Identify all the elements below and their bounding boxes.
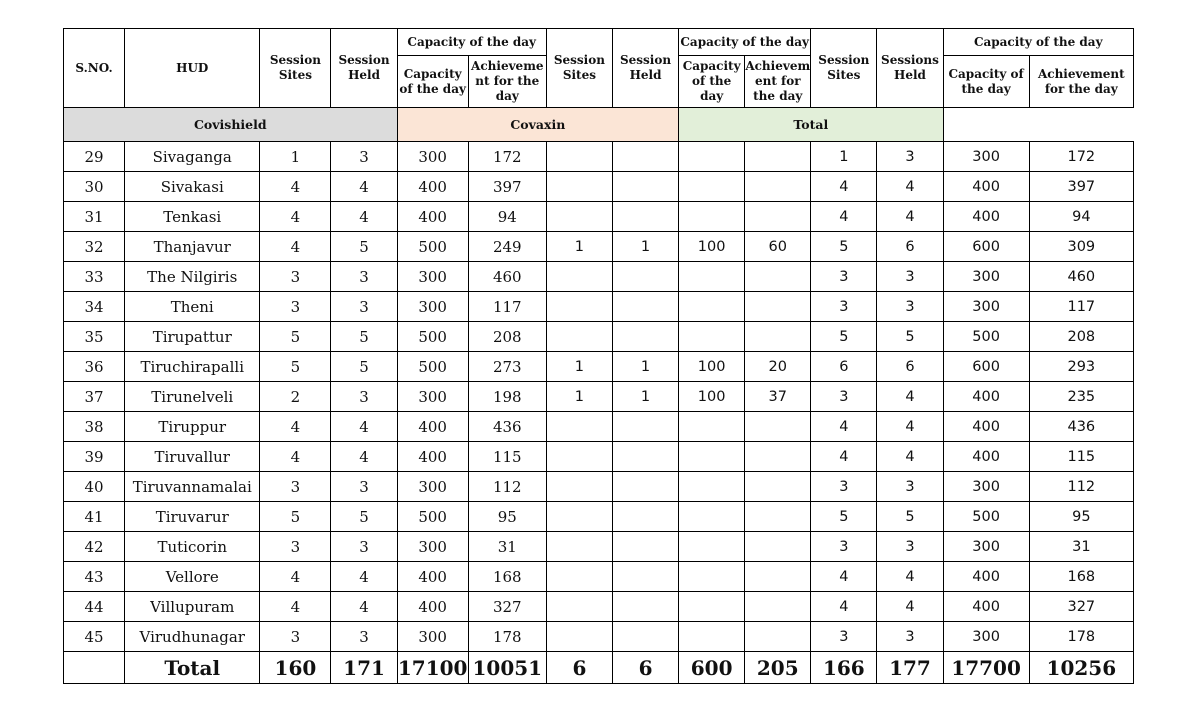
total-total-achievement: 10256	[1029, 652, 1133, 684]
total-session-sites-cell: 4	[811, 562, 877, 592]
covishield-session-sites-cell: 4	[260, 172, 331, 202]
vaccination-table	[63, 28, 1134, 684]
covaxin-session-sites-cell	[546, 622, 612, 652]
total-capacity-cell: 500	[943, 502, 1029, 532]
total-achievement-cell: 94	[1029, 202, 1133, 232]
header-sno: S.NO.	[64, 29, 125, 108]
sno-cell: 37	[64, 382, 125, 412]
covaxin-session-held-cell	[612, 592, 678, 622]
total-session-held-cell: 4	[877, 442, 943, 472]
covaxin-achievement-cell	[745, 592, 811, 622]
covishield-session-sites-cell: 4	[260, 592, 331, 622]
table-row	[64, 142, 1134, 172]
covishield-session-held-cell: 4	[331, 442, 397, 472]
covaxin-capacity-cell	[679, 142, 745, 172]
covishield-session-sites-cell: 4	[260, 442, 331, 472]
covishield-session-held-cell: 5	[331, 502, 397, 532]
covishield-capacity-cell: 400	[397, 562, 468, 592]
sno-cell: 34	[64, 292, 125, 322]
covaxin-session-sites-cell	[546, 562, 612, 592]
total-achievement-cell: 309	[1029, 232, 1133, 262]
covaxin-capacity-cell: 100	[679, 382, 745, 412]
covishield-achievement-cell: 436	[468, 412, 546, 442]
covaxin-achievement-cell	[745, 622, 811, 652]
covishield-capacity-cell: 400	[397, 202, 468, 232]
covishield-achievement-cell: 249	[468, 232, 546, 262]
covaxin-capacity-cell	[679, 202, 745, 232]
hud-cell: Tirunelveli	[125, 382, 260, 412]
header-total-session-held: Sessions Held	[877, 29, 943, 108]
table-row	[64, 262, 1134, 292]
covishield-session-sites-cell: 3	[260, 262, 331, 292]
covishield-session-held-cell: 3	[331, 382, 397, 412]
total-session-sites-cell: 5	[811, 502, 877, 532]
hud-cell: Tirupattur	[125, 322, 260, 352]
total-session-held-cell: 3	[877, 532, 943, 562]
hud-cell: Sivakasi	[125, 172, 260, 202]
total-capacity-cell: 400	[943, 412, 1029, 442]
hud-cell: Virudhunagar	[125, 622, 260, 652]
total-session-held-cell: 4	[877, 202, 943, 232]
total-capacity-cell: 300	[943, 142, 1029, 172]
covishield-capacity-cell: 300	[397, 532, 468, 562]
total-sno-cell	[64, 652, 125, 684]
covishield-achievement-cell: 273	[468, 352, 546, 382]
covishield-session-sites-cell: 4	[260, 232, 331, 262]
covishield-session-held-cell: 5	[331, 352, 397, 382]
covaxin-session-sites-cell	[546, 532, 612, 562]
covishield-session-held-cell: 3	[331, 292, 397, 322]
table-row	[64, 172, 1134, 202]
covaxin-session-held-cell	[612, 142, 678, 172]
total-achievement-cell: 235	[1029, 382, 1133, 412]
covaxin-session-held-cell: 1	[612, 352, 678, 382]
total-covishield-capacity: 17100	[397, 652, 468, 684]
total-session-sites-cell: 5	[811, 232, 877, 262]
covaxin-session-sites-cell	[546, 502, 612, 532]
covishield-achievement-cell: 94	[468, 202, 546, 232]
covaxin-capacity-cell	[679, 172, 745, 202]
covishield-capacity-cell: 300	[397, 262, 468, 292]
sno-cell: 42	[64, 532, 125, 562]
sno-cell: 32	[64, 232, 125, 262]
table-row	[64, 442, 1134, 472]
covaxin-capacity-cell	[679, 412, 745, 442]
covishield-achievement-cell: 178	[468, 622, 546, 652]
hud-cell: Villupuram	[125, 592, 260, 622]
covishield-achievement-cell: 397	[468, 172, 546, 202]
covishield-session-held-cell: 4	[331, 202, 397, 232]
covishield-achievement-cell: 208	[468, 322, 546, 352]
covishield-achievement-cell: 327	[468, 592, 546, 622]
header-covishield-session-held: Session Held	[331, 29, 397, 108]
table-row	[64, 232, 1134, 262]
header-hud: HUD	[125, 29, 260, 108]
covaxin-session-held-cell: 1	[612, 382, 678, 412]
group-total: Total	[679, 108, 943, 142]
hud-cell: Sivaganga	[125, 142, 260, 172]
total-session-sites-cell: 4	[811, 412, 877, 442]
table-row	[64, 562, 1134, 592]
header-covaxin-session-sites: Session Sites	[546, 29, 612, 108]
covishield-session-sites-cell: 3	[260, 622, 331, 652]
covaxin-achievement-cell	[745, 202, 811, 232]
covishield-session-held-cell: 4	[331, 592, 397, 622]
sno-cell: 41	[64, 502, 125, 532]
covaxin-session-held-cell	[612, 262, 678, 292]
total-session-sites-cell: 3	[811, 622, 877, 652]
header-total-achievement: Achievement for the day	[1029, 56, 1133, 108]
covaxin-session-held-cell	[612, 202, 678, 232]
header-total-capacity-group: Capacity of the day	[943, 29, 1133, 56]
covaxin-session-held-cell	[612, 622, 678, 652]
covaxin-achievement-cell	[745, 412, 811, 442]
covishield-achievement-cell: 117	[468, 292, 546, 322]
hud-cell: Tiruppur	[125, 412, 260, 442]
total-session-sites-cell: 3	[811, 292, 877, 322]
sno-cell: 35	[64, 322, 125, 352]
covishield-achievement-cell: 31	[468, 532, 546, 562]
covaxin-session-held-cell	[612, 172, 678, 202]
total-session-held-cell: 4	[877, 562, 943, 592]
sno-cell: 31	[64, 202, 125, 232]
total-capacity-cell: 400	[943, 562, 1029, 592]
covaxin-achievement-cell	[745, 322, 811, 352]
total-label: Total	[125, 652, 260, 684]
header-covishield-capacity: Capacity of the day	[397, 56, 468, 108]
header-covishield-achievement: Achieveme nt for the day	[468, 56, 546, 108]
sno-cell: 44	[64, 592, 125, 622]
hud-cell: Tiruvannamalai	[125, 472, 260, 502]
covishield-capacity-cell: 500	[397, 502, 468, 532]
covaxin-session-held-cell	[612, 322, 678, 352]
hud-cell: Tiruvallur	[125, 442, 260, 472]
total-capacity-cell: 400	[943, 172, 1029, 202]
covaxin-session-sites-cell	[546, 412, 612, 442]
covaxin-capacity-cell: 100	[679, 352, 745, 382]
sno-cell: 38	[64, 412, 125, 442]
covishield-achievement-cell: 112	[468, 472, 546, 502]
covaxin-session-sites-cell	[546, 262, 612, 292]
total-achievement-cell: 115	[1029, 442, 1133, 472]
covishield-capacity-cell: 400	[397, 592, 468, 622]
total-achievement-cell: 172	[1029, 142, 1133, 172]
covaxin-session-sites-cell	[546, 442, 612, 472]
covishield-capacity-cell: 300	[397, 382, 468, 412]
covishield-session-sites-cell: 3	[260, 532, 331, 562]
total-session-held-cell: 4	[877, 592, 943, 622]
header-covaxin-capacity-group: Capacity of the day	[679, 29, 811, 56]
covaxin-session-sites-cell	[546, 472, 612, 502]
covaxin-achievement-cell	[745, 562, 811, 592]
covaxin-achievement-cell	[745, 502, 811, 532]
covaxin-session-held-cell	[612, 532, 678, 562]
total-covaxin-session-held: 6	[612, 652, 678, 684]
covishield-capacity-cell: 300	[397, 142, 468, 172]
total-achievement-cell: 112	[1029, 472, 1133, 502]
covaxin-session-held-cell	[612, 292, 678, 322]
covaxin-achievement-cell	[745, 292, 811, 322]
total-capacity-cell: 300	[943, 292, 1029, 322]
covishield-capacity-cell: 500	[397, 322, 468, 352]
covaxin-session-held-cell	[612, 442, 678, 472]
covaxin-session-sites-cell	[546, 292, 612, 322]
covishield-achievement-cell: 460	[468, 262, 546, 292]
total-session-sites-cell: 3	[811, 382, 877, 412]
covishield-session-sites-cell: 4	[260, 562, 331, 592]
table-row	[64, 472, 1134, 502]
covaxin-achievement-cell	[745, 262, 811, 292]
total-session-held-cell: 4	[877, 172, 943, 202]
header-covishield-capacity-group: Capacity of the day	[397, 29, 546, 56]
covishield-session-sites-cell: 4	[260, 412, 331, 442]
table-row	[64, 202, 1134, 232]
total-achievement-cell: 208	[1029, 322, 1133, 352]
total-capacity-cell: 300	[943, 472, 1029, 502]
total-achievement-cell: 397	[1029, 172, 1133, 202]
covishield-session-held-cell: 4	[331, 172, 397, 202]
covaxin-session-held-cell: 1	[612, 232, 678, 262]
total-capacity-cell: 300	[943, 532, 1029, 562]
total-capacity-cell: 500	[943, 322, 1029, 352]
covishield-session-held-cell: 3	[331, 262, 397, 292]
covishield-achievement-cell: 198	[468, 382, 546, 412]
covishield-capacity-cell: 300	[397, 472, 468, 502]
covishield-session-sites-cell: 3	[260, 472, 331, 502]
sno-cell: 36	[64, 352, 125, 382]
table-body	[64, 142, 1134, 652]
covaxin-session-held-cell	[612, 412, 678, 442]
total-session-held-cell: 5	[877, 502, 943, 532]
sno-cell: 33	[64, 262, 125, 292]
covishield-achievement-cell: 168	[468, 562, 546, 592]
total-achievement-cell: 293	[1029, 352, 1133, 382]
covishield-capacity-cell: 500	[397, 232, 468, 262]
covaxin-achievement-cell: 60	[745, 232, 811, 262]
total-covaxin-capacity: 600	[679, 652, 745, 684]
sno-cell: 30	[64, 172, 125, 202]
table-row	[64, 322, 1134, 352]
covishield-session-held-cell: 4	[331, 412, 397, 442]
total-session-sites-cell: 4	[811, 442, 877, 472]
covaxin-capacity-cell	[679, 562, 745, 592]
table-row	[64, 292, 1134, 322]
table-row	[64, 412, 1134, 442]
covaxin-capacity-cell	[679, 292, 745, 322]
total-session-sites-cell: 3	[811, 262, 877, 292]
covaxin-achievement-cell	[745, 472, 811, 502]
header-covishield-session-sites: Session Sites	[260, 29, 331, 108]
total-achievement-cell: 460	[1029, 262, 1133, 292]
covaxin-session-sites-cell	[546, 592, 612, 622]
covaxin-session-sites-cell	[546, 322, 612, 352]
covishield-capacity-cell: 400	[397, 172, 468, 202]
hud-cell: Vellore	[125, 562, 260, 592]
total-session-held-cell: 3	[877, 142, 943, 172]
covaxin-capacity-cell	[679, 592, 745, 622]
covaxin-session-sites-cell: 1	[546, 382, 612, 412]
covaxin-capacity-cell	[679, 472, 745, 502]
sno-cell: 39	[64, 442, 125, 472]
total-covaxin-achievement: 205	[745, 652, 811, 684]
covishield-capacity-cell: 400	[397, 412, 468, 442]
covaxin-capacity-cell	[679, 502, 745, 532]
total-session-held-cell: 3	[877, 262, 943, 292]
sno-cell: 45	[64, 622, 125, 652]
covishield-session-held-cell: 5	[331, 232, 397, 262]
covishield-capacity-cell: 400	[397, 442, 468, 472]
covaxin-achievement-cell: 20	[745, 352, 811, 382]
covaxin-achievement-cell	[745, 142, 811, 172]
covishield-session-sites-cell: 5	[260, 352, 331, 382]
covishield-session-held-cell: 3	[331, 532, 397, 562]
covishield-session-sites-cell: 2	[260, 382, 331, 412]
table-row	[64, 352, 1134, 382]
covaxin-capacity-cell	[679, 442, 745, 472]
total-achievement-cell: 117	[1029, 292, 1133, 322]
covaxin-capacity-cell	[679, 532, 745, 562]
covaxin-achievement-cell	[745, 442, 811, 472]
header-covaxin-capacity: Capacity of the day	[679, 56, 745, 108]
covishield-session-held-cell: 4	[331, 562, 397, 592]
total-session-held-cell: 5	[877, 322, 943, 352]
total-session-sites-cell: 3	[811, 472, 877, 502]
covaxin-capacity-cell: 100	[679, 232, 745, 262]
hud-cell: The Nilgiris	[125, 262, 260, 292]
covishield-session-sites-cell: 5	[260, 502, 331, 532]
total-capacity-cell: 400	[943, 442, 1029, 472]
total-achievement-cell: 168	[1029, 562, 1133, 592]
covishield-achievement-cell: 172	[468, 142, 546, 172]
covishield-achievement-cell: 95	[468, 502, 546, 532]
total-session-held-cell: 3	[877, 292, 943, 322]
total-capacity-cell: 600	[943, 352, 1029, 382]
total-session-held-cell: 3	[877, 472, 943, 502]
covishield-session-held-cell: 3	[331, 472, 397, 502]
covishield-session-sites-cell: 5	[260, 322, 331, 352]
covishield-capacity-cell: 300	[397, 292, 468, 322]
total-session-sites-cell: 4	[811, 172, 877, 202]
total-session-held-cell: 4	[877, 412, 943, 442]
covishield-session-sites-cell: 1	[260, 142, 331, 172]
total-session-held-cell: 3	[877, 622, 943, 652]
covaxin-session-held-cell	[612, 562, 678, 592]
header-covaxin-session-held: Session Held	[612, 29, 678, 108]
hud-cell: Thanjavur	[125, 232, 260, 262]
total-covishield-session-sites: 160	[260, 652, 331, 684]
total-achievement-cell: 178	[1029, 622, 1133, 652]
hud-cell: Tiruvarur	[125, 502, 260, 532]
table-row	[64, 502, 1134, 532]
sno-cell: 29	[64, 142, 125, 172]
covaxin-session-sites-cell	[546, 142, 612, 172]
total-capacity-cell: 400	[943, 202, 1029, 232]
covaxin-session-held-cell	[612, 502, 678, 532]
covaxin-session-sites-cell	[546, 202, 612, 232]
header-covaxin-achievement: Achievem ent for the day	[745, 56, 811, 108]
group-covaxin: Covaxin	[397, 108, 678, 142]
total-session-sites-cell: 1	[811, 142, 877, 172]
covishield-session-held-cell: 3	[331, 622, 397, 652]
covaxin-capacity-cell	[679, 322, 745, 352]
total-session-sites-cell: 3	[811, 532, 877, 562]
total-capacity-cell: 400	[943, 592, 1029, 622]
covaxin-session-sites-cell: 1	[546, 352, 612, 382]
table-row	[64, 532, 1134, 562]
covishield-session-held-cell: 5	[331, 322, 397, 352]
covishield-session-held-cell: 3	[331, 142, 397, 172]
header-total-session-sites: Session Sites	[811, 29, 877, 108]
total-capacity-cell: 300	[943, 262, 1029, 292]
total-achievement-cell: 95	[1029, 502, 1133, 532]
total-row	[64, 652, 1134, 684]
covaxin-session-sites-cell: 1	[546, 232, 612, 262]
total-session-held-cell: 6	[877, 232, 943, 262]
group-covishield: Covishield	[64, 108, 398, 142]
hud-cell: Theni	[125, 292, 260, 322]
covaxin-session-held-cell	[612, 472, 678, 502]
total-session-held-cell: 4	[877, 382, 943, 412]
total-session-sites-cell: 5	[811, 322, 877, 352]
total-session-sites-cell: 4	[811, 202, 877, 232]
covaxin-session-sites-cell	[546, 172, 612, 202]
total-covishield-achievement: 10051	[468, 652, 546, 684]
covishield-capacity-cell: 500	[397, 352, 468, 382]
total-capacity-cell: 400	[943, 382, 1029, 412]
covishield-capacity-cell: 300	[397, 622, 468, 652]
total-session-held-cell: 6	[877, 352, 943, 382]
table-row	[64, 382, 1134, 412]
sno-cell: 40	[64, 472, 125, 502]
covaxin-achievement-cell	[745, 172, 811, 202]
total-capacity-cell: 300	[943, 622, 1029, 652]
total-achievement-cell: 31	[1029, 532, 1133, 562]
total-total-capacity: 17700	[943, 652, 1029, 684]
total-total-session-sites: 166	[811, 652, 877, 684]
hud-cell: Tiruchirapalli	[125, 352, 260, 382]
total-covaxin-session-sites: 6	[546, 652, 612, 684]
total-session-sites-cell: 4	[811, 592, 877, 622]
covishield-session-sites-cell: 3	[260, 292, 331, 322]
hud-cell: Tenkasi	[125, 202, 260, 232]
sno-cell: 43	[64, 562, 125, 592]
covaxin-capacity-cell	[679, 622, 745, 652]
covishield-session-sites-cell: 4	[260, 202, 331, 232]
table-row	[64, 622, 1134, 652]
total-capacity-cell: 600	[943, 232, 1029, 262]
total-session-sites-cell: 6	[811, 352, 877, 382]
hud-cell: Tuticorin	[125, 532, 260, 562]
header-total-capacity: Capacity of the day	[943, 56, 1029, 108]
table-row	[64, 592, 1134, 622]
total-achievement-cell: 436	[1029, 412, 1133, 442]
covaxin-capacity-cell	[679, 262, 745, 292]
covaxin-achievement-cell	[745, 532, 811, 562]
covishield-achievement-cell: 115	[468, 442, 546, 472]
total-covishield-session-held: 171	[331, 652, 397, 684]
total-total-session-held: 177	[877, 652, 943, 684]
total-achievement-cell: 327	[1029, 592, 1133, 622]
covaxin-achievement-cell: 37	[745, 382, 811, 412]
